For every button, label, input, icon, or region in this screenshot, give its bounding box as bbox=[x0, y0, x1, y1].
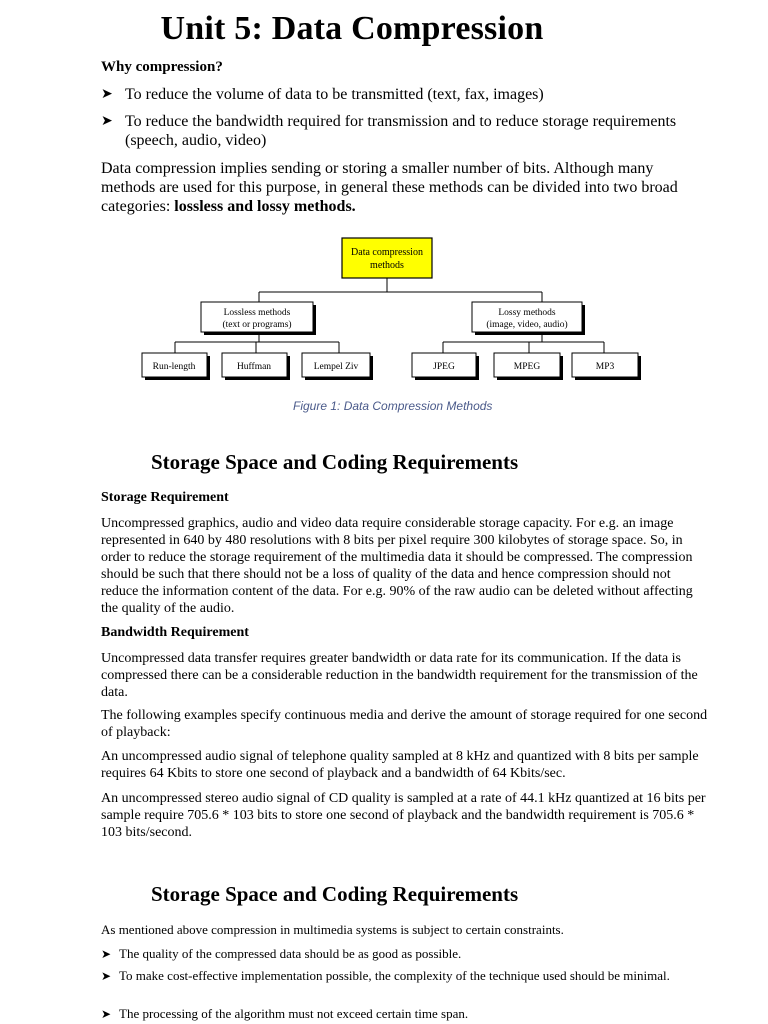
intro-bullet bbox=[101, 85, 711, 104]
leaf-node-jpeg bbox=[412, 353, 479, 380]
arrow-bullet-icon: ➤ bbox=[101, 87, 113, 102]
root-node-box bbox=[342, 238, 432, 278]
example-telephone-paragraph: An uncompressed audio signal of telephone quality sampled at 8 kHz and quantized with 8 bits per sample requires 64 Kbits to store one second of playback and a bandwidth of 64 Kbits/sec. bbox=[101, 749, 699, 781]
constraint-bullet bbox=[101, 946, 711, 962]
example-cd-paragraph: An uncompressed stereo audio signal of CD quality is sampled at a rate of 44.1 kHz quantized at 16 bits per sample require 705.6 * 103 bits to store one second of playback and the bandwidth requirement is 705.6 * 103 bits/second. bbox=[101, 791, 706, 840]
leaf-label: Lempel Ziv bbox=[313, 362, 359, 372]
constraint-bullet-text: The processing of the algorithm must not exceed certain time span. bbox=[119, 1006, 469, 1021]
lossy-line1: Lossy methods bbox=[498, 308, 556, 318]
leaf-label: MPEG bbox=[513, 362, 541, 372]
page-title: Unit 5: Data Compression bbox=[160, 10, 544, 47]
figure-caption: Figure 1: Data Compression Methods bbox=[293, 399, 493, 413]
intro-paragraph-text: Data compression implies sending or storing a smaller number of bits. Although many methods are used for this purpose, in general these methods can be divided into two broad categories: bbox=[101, 160, 678, 215]
intro-paragraph bbox=[101, 159, 711, 216]
leaf-node-mp3 bbox=[572, 353, 641, 380]
lossless-methods-node bbox=[201, 302, 316, 335]
leaf-label: JPEG bbox=[433, 362, 455, 372]
examples-intro-paragraph: The following examples specify continuous media and derive the amount of storage required for one second of playback: bbox=[101, 708, 708, 740]
intro-bullet-text: To reduce the volume of data to be transmitted (text, fax, images) bbox=[125, 86, 544, 103]
leaf-node-huffman bbox=[222, 353, 290, 380]
arrow-bullet-icon: ➤ bbox=[101, 1007, 112, 1021]
storage-requirement-heading: Storage Requirement bbox=[101, 490, 229, 505]
intro-paragraph-bold: lossless and lossy methods. bbox=[174, 198, 356, 215]
leaf-node-lempel-ziv bbox=[302, 353, 373, 380]
constraint-bullet-text: The quality of the compressed data should be as good as possible. bbox=[119, 946, 462, 961]
constraint-bullet bbox=[101, 1006, 711, 1022]
intro-bullet-text: To reduce the bandwidth required for transmission and to reduce storage requirements (speech, audio, video) bbox=[125, 113, 677, 149]
bandwidth-requirement-heading: Bandwidth Requirement bbox=[101, 625, 249, 640]
leaf-label: Run-length bbox=[152, 362, 196, 372]
constraints-intro-paragraph: As mentioned above compression in multimedia systems is subject to certain constraints. bbox=[101, 922, 564, 937]
root-node-line1: Data compression bbox=[351, 247, 423, 258]
lossy-line2: (image, video, audio) bbox=[486, 320, 568, 330]
root-node-line2: methods bbox=[370, 260, 404, 271]
diagram-root-node bbox=[342, 238, 432, 278]
leaf-node-mpeg bbox=[494, 353, 563, 380]
leaf-node-run-length bbox=[142, 353, 210, 380]
section-heading: Storage Space and Coding Requirements bbox=[151, 882, 519, 906]
why-compression-heading: Why compression? bbox=[101, 59, 223, 75]
constraint-bullet-text: To make cost-effective implementation possible, the complexity of the technique used should be minimal. bbox=[119, 968, 670, 983]
arrow-bullet-icon: ➤ bbox=[101, 969, 112, 983]
storage-requirement-paragraph: Uncompressed graphics, audio and video data require considerable storage capacity. For e.g. an image represented in 640 by 480 resolutions with 8 bits per pixel require 300 kilobytes of storage space. So, in order to reduce the storage requirement of the multimedia data it should be compressed. The compression should be such that there should not be a loss of quality of the data and hence compression should not reduce the information content of the data. For e.g. 90% of the raw audio can be deleted without affecting the quality of the audio. bbox=[101, 516, 693, 616]
compression-methods-diagram bbox=[130, 228, 650, 418]
lossy-methods-node bbox=[472, 302, 585, 335]
arrow-bullet-icon: ➤ bbox=[101, 947, 112, 961]
lossless-line1: Lossless methods bbox=[223, 308, 291, 318]
arrow-bullet-icon: ➤ bbox=[101, 114, 113, 129]
constraint-bullet bbox=[101, 968, 711, 984]
lossless-line2: (text or programs) bbox=[222, 320, 292, 330]
leaf-label: MP3 bbox=[595, 362, 615, 372]
section-heading: Storage Space and Coding Requirements bbox=[151, 450, 519, 474]
leaf-label: Huffman bbox=[236, 362, 272, 372]
bandwidth-requirement-paragraph: Uncompressed data transfer requires greater bandwidth or data rate for its communication. If the data is compressed there can be a considerable reduction in the bandwidth requirement for the transmission of the data. bbox=[101, 651, 698, 700]
intro-bullet bbox=[101, 112, 711, 150]
